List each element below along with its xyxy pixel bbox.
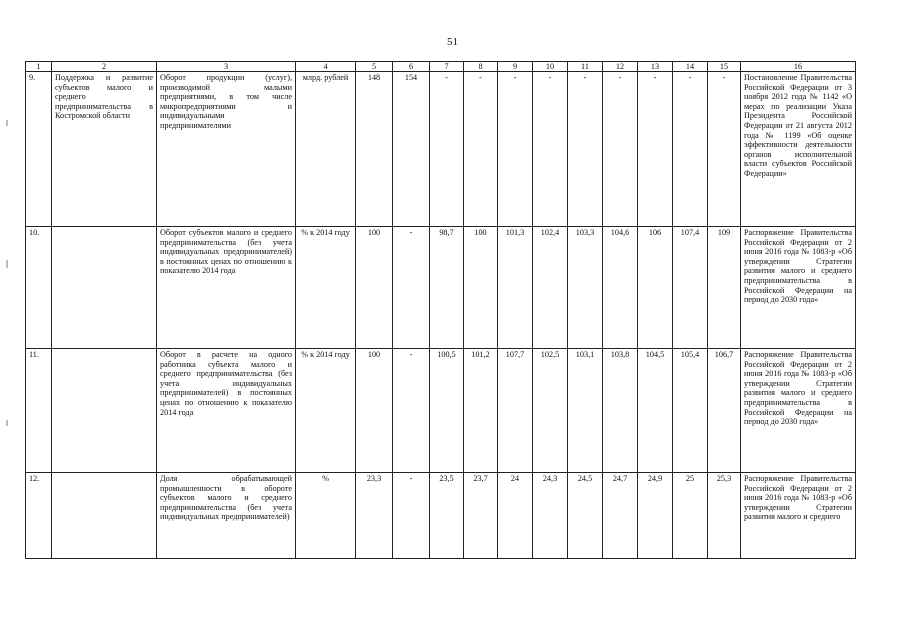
value-cell: - [673, 72, 708, 227]
row-number: 9. [26, 72, 52, 227]
indicator-cell: Оборот субъектов малого и среднего предпринимательства (без учета индивидуальных предпринимателей) в постоянных ценах по отношению к показателю 2014 года [157, 227, 296, 349]
row-number: 11. [26, 349, 52, 473]
goal-cell: Поддержка и развитие субъектов малого и среднего предпринимательства в Костромской области [52, 72, 157, 227]
indicator-cell: Доля обрабатывающей промышленности в обороте субъектов малого и среднего предпринимательства (без учета индивидуальных предпринимателей) [157, 473, 296, 559]
value-cell: 23,3 [356, 473, 393, 559]
column-header: 9 [498, 62, 533, 72]
value-cell: 102,4 [533, 227, 568, 349]
value-cell: 100,5 [430, 349, 464, 473]
table-header-row [26, 62, 856, 72]
column-header: 2 [52, 62, 157, 72]
goal-cell [52, 227, 157, 349]
value-cell: 109 [708, 227, 741, 349]
table-row [26, 227, 856, 349]
scan-mark [6, 260, 8, 268]
value-cell: 103,1 [568, 349, 603, 473]
page-number: 51 [447, 36, 458, 48]
value-cell: 154 [393, 72, 430, 227]
value-cell: 23,7 [464, 473, 498, 559]
source-cell: Постановление Правительства Российской Федерации от 3 ноября 2012 года № 1142 «О мерах по реализации Указа Президента Российской Федерации от 21 августа 2012 года № 1199 «Об оценке эффективности деятельности органов исполнительной власти субъектов Российской Федерации» [741, 72, 856, 227]
row-number: 12. [26, 473, 52, 559]
value-cell: - [708, 72, 741, 227]
value-cell: 104,6 [603, 227, 638, 349]
column-header: 16 [741, 62, 856, 72]
value-cell: 101,2 [464, 349, 498, 473]
column-header: 13 [638, 62, 673, 72]
scan-mark [6, 120, 8, 126]
unit-cell: % к 2014 году [296, 349, 356, 473]
value-cell: 107,7 [498, 349, 533, 473]
table-row [26, 72, 856, 227]
value-cell: - [464, 72, 498, 227]
value-cell: - [533, 72, 568, 227]
value-cell: 25 [673, 473, 708, 559]
column-header: 15 [708, 62, 741, 72]
scan-mark [6, 420, 8, 426]
column-header: 1 [26, 62, 52, 72]
unit-cell: млрд. рублей [296, 72, 356, 227]
value-cell: 23,5 [430, 473, 464, 559]
unit-cell: % [296, 473, 356, 559]
indicator-cell: Оборот в расчете на одного работника субъекта малого и среднего предпринимательства (без учета индивидуальных предпринимателей) в постоянных ценах по отношению к показателю 2014 года [157, 349, 296, 473]
value-cell: 100 [356, 349, 393, 473]
value-cell: 102,5 [533, 349, 568, 473]
value-cell: 24,7 [603, 473, 638, 559]
column-header: 11 [568, 62, 603, 72]
column-header: 6 [393, 62, 430, 72]
column-header: 14 [673, 62, 708, 72]
value-cell: 24,5 [568, 473, 603, 559]
value-cell: - [393, 227, 430, 349]
column-header: 4 [296, 62, 356, 72]
value-cell: 24 [498, 473, 533, 559]
indicators-table [25, 61, 856, 559]
row-number: 10. [26, 227, 52, 349]
value-cell: 100 [356, 227, 393, 349]
value-cell: - [393, 349, 430, 473]
value-cell: 25,3 [708, 473, 741, 559]
value-cell: 100 [464, 227, 498, 349]
source-cell: Распоряжение Правительства Российской Федерации от 2 июня 2016 года № 1083-р «Об утверждении Стратегии развития малого и среднего предпринимательства в Российской Федерации на период до 2030 года» [741, 349, 856, 473]
value-cell: 105,4 [673, 349, 708, 473]
value-cell: 103,3 [568, 227, 603, 349]
column-header: 10 [533, 62, 568, 72]
column-header: 7 [430, 62, 464, 72]
value-cell: - [603, 72, 638, 227]
column-header: 8 [464, 62, 498, 72]
value-cell: 106,7 [708, 349, 741, 473]
value-cell: - [393, 473, 430, 559]
value-cell: 24,3 [533, 473, 568, 559]
column-header: 5 [356, 62, 393, 72]
indicator-cell: Оборот продукции (услуг), производимой малыми предприятиями, в том числе микропредприятиями и индивидуальными предпринимателями [157, 72, 296, 227]
value-cell: 106 [638, 227, 673, 349]
value-cell: - [568, 72, 603, 227]
value-cell: 103,8 [603, 349, 638, 473]
value-cell: 98,7 [430, 227, 464, 349]
value-cell: 107,4 [673, 227, 708, 349]
source-cell: Распоряжение Правительства Российской Федерации от 2 июня 2016 года № 1083-р «Об утверждении Стратегии развития малого и среднего [741, 473, 856, 559]
table-row [26, 349, 856, 473]
table-row [26, 473, 856, 559]
value-cell: 148 [356, 72, 393, 227]
unit-cell: % к 2014 году [296, 227, 356, 349]
column-header: 12 [603, 62, 638, 72]
value-cell: - [430, 72, 464, 227]
value-cell: - [498, 72, 533, 227]
column-header: 3 [157, 62, 296, 72]
goal-cell [52, 349, 157, 473]
value-cell: - [638, 72, 673, 227]
value-cell: 101,3 [498, 227, 533, 349]
value-cell: 104,5 [638, 349, 673, 473]
source-cell: Распоряжение Правительства Российской Федерации от 2 июня 2016 года № 1083-р «Об утверждении Стратегии развития малого и среднего предпринимательства в Российской Федерации на период до 2030 года» [741, 227, 856, 349]
value-cell: 24,9 [638, 473, 673, 559]
goal-cell [52, 473, 157, 559]
